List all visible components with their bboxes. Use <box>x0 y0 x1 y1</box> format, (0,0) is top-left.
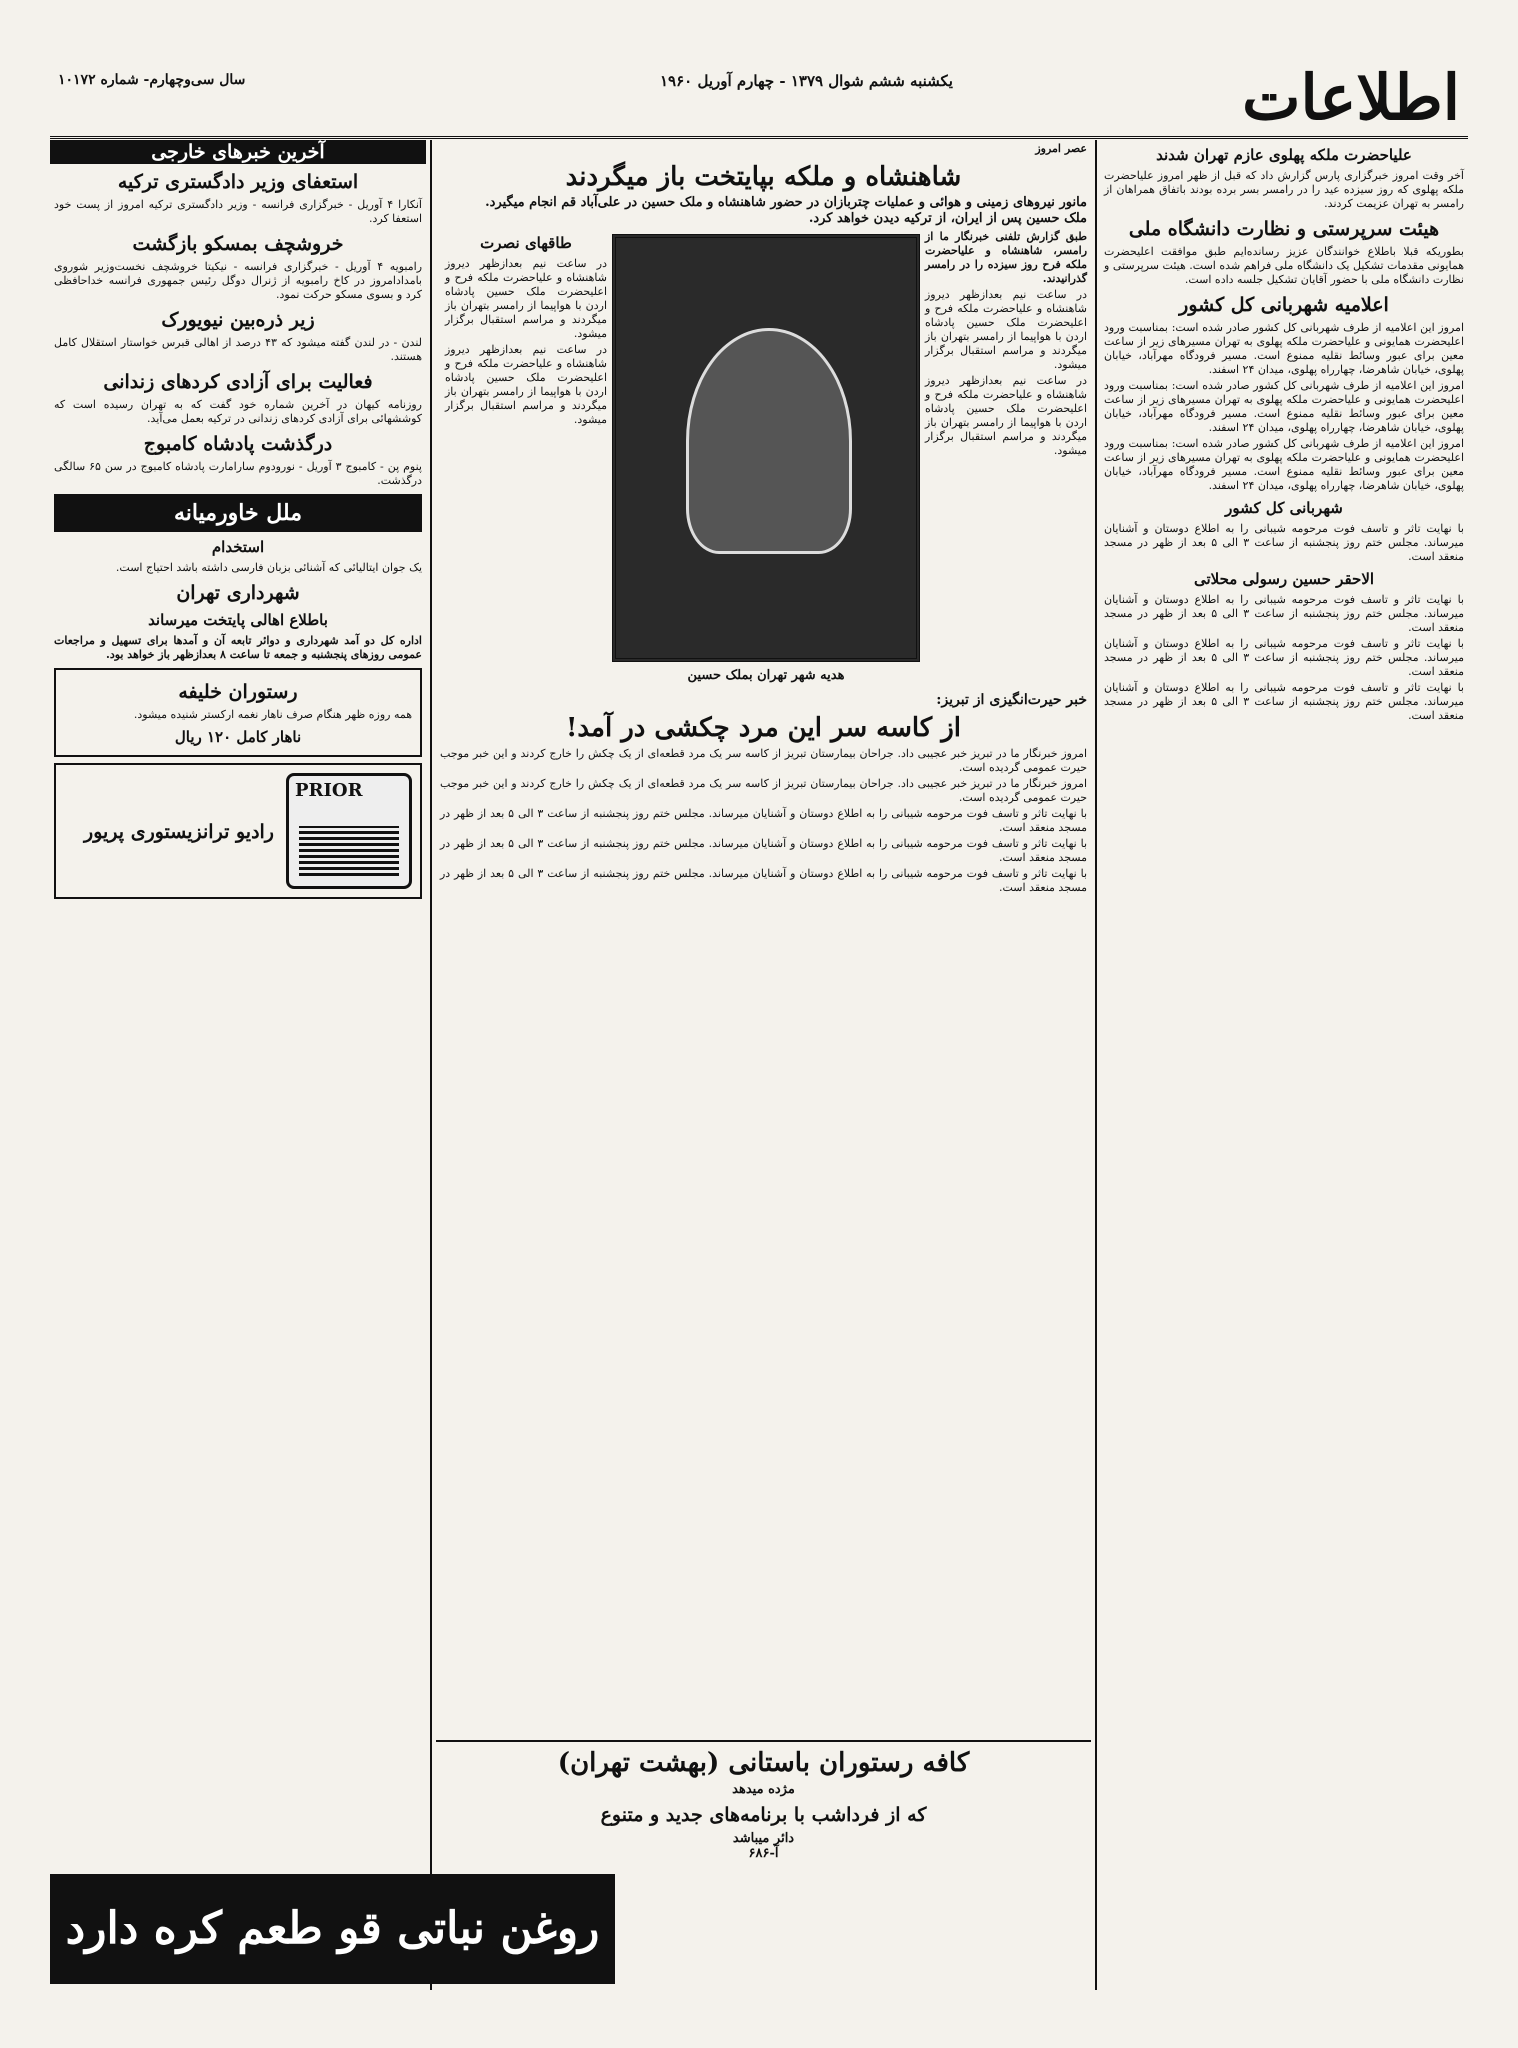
left-column <box>50 140 426 1870</box>
masthead <box>50 61 1468 139</box>
obituary-body: با نهایت تاثر و تاسف فوت مرحومه شیبانی را به اطلاع دوستان و آشنایان میرساند. مجلس ختم روز پنجشنبه از ساعت ۳ الی ۵ بعد از ظهر در مسجد منعقد است. <box>1104 637 1464 678</box>
sub-kicker: خبر حیرت‌انگیزی از تبریز: <box>936 692 1087 708</box>
ad-banner: ملل خاورمیانه <box>54 494 422 532</box>
story-body: در ساعت نیم بعدازظهر دیروز شاهنشاه و علیاحضرت ملکه فرح و اعلیحضرت ملک حسین پادشاه اردن با هواپیما از رامسر بتهران باز میگردند و مراسم استقبال برگزار میشود. <box>925 374 1087 457</box>
radio-grill <box>299 826 399 876</box>
center-column <box>436 140 1091 1880</box>
hire-title: استخدام <box>211 538 265 556</box>
story-body: امروز این اعلامیه از طرف شهربانی کل کشور صادر شده است: بمناسبت ورود اعلیحضرت همایونی و علیاحضرت ملکه پهلوی به تهران مسیرهای زیر از ساعت معین برای عبور وسائط نقلیه ممنوع است. مسیر فرودگاه مهرآباد، خیابان پهلوی، خیابان شاهرضا، چهارراه پهلوی، میدان ۲۴ اسفند. <box>1104 379 1464 434</box>
story-body: امروز این اعلامیه از طرف شهربانی کل کشور صادر شده است: بمناسبت ورود اعلیحضرت همایونی و علیاحضرت ملکه پهلوی به تهران مسیرهای زیر از ساعت معین برای عبور وسائط نقلیه ممنوع است. مسیر فرودگاه مهرآباد، خیابان پهلوی، خیابان شاهرضا، چهارراه پهلوی، میدان ۲۴ اسفند. <box>1104 437 1464 492</box>
sub-headline: از کاسه سر این مرد چکشی در آمد! <box>565 713 962 743</box>
obituary-body: با نهایت تاثر و تاسف فوت مرحومه شیبانی را به اطلاع دوستان و آشنایان میرساند. مجلس ختم روز پنجشنبه از ساعت ۳ الی ۵ بعد از ظهر در مسجد منعقد است. <box>1104 593 1464 634</box>
obituary-body: با نهایت تاثر و تاسف فوت مرحومه شیبانی را به اطلاع دوستان و آشنایان میرساند. مجلس ختم روز پنجشنبه از ساعت ۳ الی ۵ بعد از ظهر در مسجد منعقد است. <box>1104 681 1464 722</box>
obituary-body: با نهایت تاثر و تاسف فوت مرحومه شیبانی را به اطلاع دوستان و آشنایان میرساند. مجلس ختم روز پنجشنبه از ساعت ۳ الی ۵ بعد از ظهر در مسجد منعقد است. <box>440 837 1087 864</box>
right-column <box>1100 140 1468 1990</box>
obituary-body: با نهایت تاثر و تاسف فوت مرحومه شیبانی را به اطلاع دوستان و آشنایان میرساند. مجلس ختم روز پنجشنبه از ساعت ۳ الی ۵ بعد از ظهر در مسجد منعقد است. <box>1104 522 1464 563</box>
story-body: آخر وقت امروز خبرگزاری پارس گزارش داد که قبل از ظهر امروز علیاحضرت ملکه پهلوی که روز سیزده عید را در رامسر بسر برده بودند باتفاق همراهان از رامسر به تهران عزیمت کردند. <box>1104 169 1464 210</box>
story-body: آنکارا ۴ آوریل - خبرگزاری فرانسه - وزیر دادگستری ترکیه امروز از پست خود استعفا کرد. <box>54 198 422 225</box>
photo-column <box>611 228 921 683</box>
portrait-photo <box>612 234 920 662</box>
portrait-frame <box>686 328 852 554</box>
column-rule <box>1095 140 1097 1990</box>
headline-bullet: مانور نیروهای زمینی و هوائی و عملیات چتربازان در حضور شاهنشاه و ملک حسین در علی‌آباد قم انجام میگیرد. <box>485 195 1087 210</box>
radio-ad <box>54 763 422 899</box>
cafe-code: آ-۶۸۶ <box>748 1846 779 1861</box>
cafe-sub: مژده میدهد <box>732 1782 795 1797</box>
side-title: طاقهای نصرت <box>480 234 572 252</box>
lead-text: طبق گزارش تلفنی خبرنگار ما از رامسر، شاهنشاه و علیاحضرت ملکه فرح روز سیزده را در رامسر گذرانیدند. <box>925 230 1087 285</box>
story-title: زیر ذره‌بین نیویورک <box>161 309 315 331</box>
notice-signature: شهربانی کل کشور <box>1225 499 1343 517</box>
story-title: اعلامیه شهربانی کل کشور <box>1179 294 1389 316</box>
restaurant-ad <box>54 668 422 757</box>
cafe-line: که از فرداشب با برنامه‌های جدید و متنوع <box>600 1804 927 1826</box>
restaurant-title: رستوران خلیفه <box>178 681 298 703</box>
story-body: در ساعت نیم بعدازظهر دیروز شاهنشاه و علیاحضرت ملکه فرح و اعلیحضرت ملک حسین پادشاه اردن با هواپیما از رامسر بتهران باز میگردند و مراسم استقبال برگزار میشود. <box>445 343 607 426</box>
cafe-end: دائر میباشد <box>732 1831 795 1846</box>
story-body: امروز خبرنگار ما در تبریز خبر عجیبی داد. جراحان بیمارستان تبریز از کاسه سر یک مرد قطعه‌ای از یک چکش را خارج کردند و این خبر موجب حیرت عمومی گردیده است. <box>440 777 1087 804</box>
story-body: پنوم پن - کامبوج ۳ آوریل - نورودوم سارامارت پادشاه کامبوج در سن ۶۵ سالگی درگذشت. <box>54 460 422 487</box>
main-headline: شاهنشاه و ملکه بپایتخت باز میگردند <box>565 162 962 192</box>
story-title: علیاحضرت ملکه پهلوی عازم تهران شدند <box>1156 146 1412 164</box>
radio-brand: PRIOR <box>295 780 363 801</box>
headline-bullet: ملک حسین پس از ایران، از ترکیه دیدن خواهد کرد. <box>808 211 1087 226</box>
story-body: امروز خبرنگار ما در تبریز خبر عجیبی داد. جراحان بیمارستان تبریز از کاسه سر یک مرد قطعه‌ای از یک چکش را خارج کردند و این خبر موجب حیرت عمومی گردیده است. <box>440 747 1087 774</box>
newspaper-logo: اطلاعات <box>1242 61 1460 134</box>
story-title: درگذشت پادشاه کامبوج <box>143 433 333 455</box>
radio-image <box>286 773 412 889</box>
obituary-body: با نهایت تاثر و تاسف فوت مرحومه شیبانی را به اطلاع دوستان و آشنایان میرساند. مجلس ختم روز پنجشنبه از ساعت ۳ الی ۵ بعد از ظهر در مسجد منعقد است. <box>440 867 1087 894</box>
lead-column <box>921 228 1091 683</box>
kicker: عصر امروز <box>1035 142 1087 155</box>
story-body: در ساعت نیم بعدازظهر دیروز شاهنشاه و علیاحضرت ملکه فرح و اعلیحضرت ملک حسین پادشاه اردن با هواپیما از رامسر بتهران باز میگردند و مراسم استقبال برگزار میشود. <box>445 257 607 340</box>
story-body: لندن - در لندن گفته میشود که ۴۳ درصد از اهالی قبرس خواستار استقلال کامل هستند. <box>54 336 422 363</box>
hire-body: یک جوان ایتالیائی که آشنائی بزبان فارسی داشته باشد احتیاج است. <box>115 561 422 574</box>
photo-caption: هدیه شهر تهران بملک حسین <box>687 668 845 683</box>
story-body: روزنامه کیهان در آخرین شماره خود گفت که به تهران رسیده است که کوششهائی برای آزادی کردهای زندانی در ترکیه بعمل می‌آید. <box>54 398 422 425</box>
restaurant-price: ناهار کامل ۱۲۰ ریال <box>174 728 302 746</box>
city-title: شهرداری تهران <box>176 582 300 604</box>
story-body: بطوریکه قبلا باطلاع خوانندگان عزیز رسانده‌ایم طبق موافقت اعلیحضرت همایونی مقدمات تشکیل یک دانشگاه ملی فراهم شده است. هیئت سرپرستی و نظارت دانشگاه ملی با حضور آقایان تشکیل جلسه داده است. <box>1104 245 1464 286</box>
side-column <box>441 228 611 683</box>
dateline: یکشنبه ششم شوال ۱۳۷۹ - چهارم آوریل ۱۹۶۰ <box>660 72 953 90</box>
story-title: استعفای وزیر دادگستری ترکیه <box>117 171 359 193</box>
column-rule <box>430 140 432 1990</box>
story-body: در ساعت نیم بعدازظهر دیروز شاهنشاه و علیاحضرت ملکه فرح و اعلیحضرت ملک حسین پادشاه اردن با هواپیما از رامسر بتهران باز میگردند و مراسم استقبال برگزار میشود. <box>925 288 1087 371</box>
city-sub: باطلاع اهالی پایتخت میرساند <box>148 611 328 629</box>
obituary-body: با نهایت تاثر و تاسف فوت مرحومه شیبانی را به اطلاع دوستان و آشنایان میرساند. مجلس ختم روز پنجشنبه از ساعت ۳ الی ۵ بعد از ظهر در مسجد منعقد است. <box>440 807 1087 834</box>
city-body: اداره کل دو آمد شهرداری و دوائر تابعه آن و آمدها برای تسهیل و مراجعات عمومی روزهای پنجشنبه و جمعه تا ساعت ۸ بعدازظهر باز خواهد بود. <box>54 634 422 661</box>
obituary-signature: الاحقر حسین رسولی محلاتی <box>1193 570 1375 588</box>
story-body: امروز این اعلامیه از طرف شهربانی کل کشور صادر شده است: بمناسبت ورود اعلیحضرت همایونی و علیاحضرت ملکه پهلوی به تهران مسیرهای زیر از ساعت معین برای عبور وسائط نقلیه ممنوع است. مسیر فرودگاه مهرآباد، خیابان پهلوی، خیابان شاهرضا، چهارراه پهلوی، میدان ۲۴ اسفند. <box>1104 321 1464 376</box>
restaurant-body: همه روزه ظهر هنگام صرف ناهار نغمه ارکستر شنیده میشود. <box>133 708 412 721</box>
story-title: خروشچف بمسکو بازگشت <box>132 233 344 255</box>
oil-ad: روغن نباتی قو طعم کره دارد <box>50 1874 615 1984</box>
story-title: فعالیت برای آزادی کردهای زندانی <box>103 371 373 393</box>
story-title: هیئت سرپرستی و نظارت دانشگاه ملی <box>1128 218 1440 240</box>
issue-number: سال سی‌وچهارم- شماره ۱۰۱۷۲ <box>58 72 246 88</box>
story-body: رامبویه ۴ آوریل - خبرگزاری فرانسه - نیکیتا خروشچف نخست‌وزیر شوروی بامدادامروز در کاخ رامبویه از ژنرال دوگل رئیس جمهوری فرانسه خداحافظی کرد و بسوی مسکو حرکت نمود. <box>54 260 423 301</box>
radio-title: رادیو ترانزیستوری پریور <box>84 821 274 843</box>
foreign-news-banner: آخرین خبرهای خارجی <box>50 140 426 164</box>
cafe-title: کافه رستوران باستانی (بهشت تهران) <box>557 1748 970 1778</box>
